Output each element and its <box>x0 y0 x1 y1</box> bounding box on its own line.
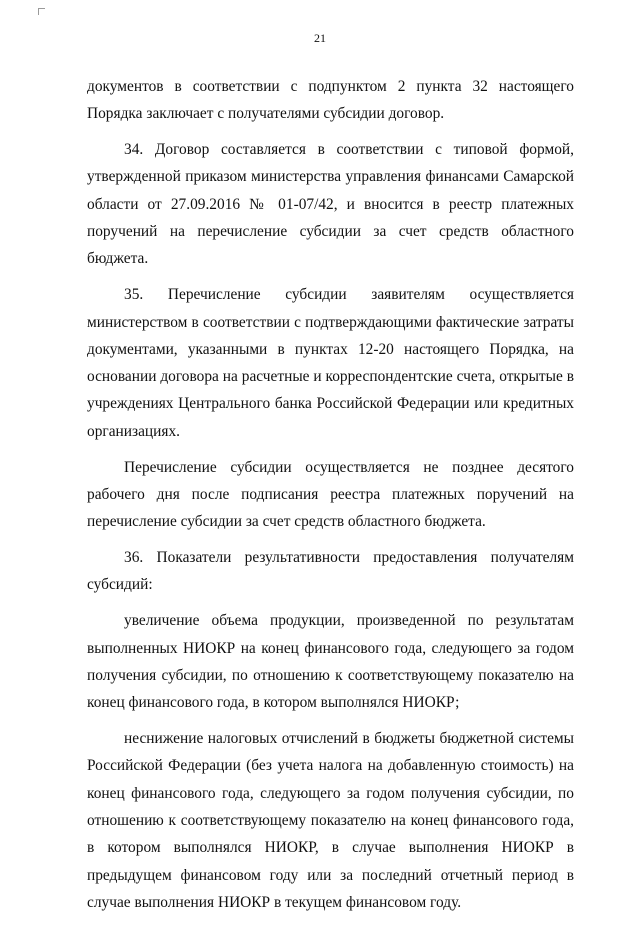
document-body <box>87 73 574 925</box>
text-line: платежных поручений на перечисление субсидии за счет средств <box>87 195 574 241</box>
text-line: основании договора на расчетные и корреспондентские счета, открытые в <box>87 368 574 386</box>
text-line: конец финансового года, в котором выполнялся НИОКР; <box>87 694 460 712</box>
text-line: выполненных НИОКР на конец финансового года, следующего за годом <box>87 639 574 657</box>
text-line: рабочего дня после подписания реестра платежных поручений на <box>87 485 574 503</box>
paragraph-35 <box>87 281 574 445</box>
text-line: Российской Федерации (без учета налога на добавленную стоимость) на <box>87 757 574 775</box>
text-line: заключает с получателями субсидии договор. <box>146 105 445 123</box>
text-line: документами, указанными в пунктах 12-20 настоящего Порядка, на <box>87 340 574 358</box>
text-line: министерством в соответствии с подтверждающими фактические затраты <box>87 313 574 331</box>
text-line: отношению к соответствующему показателю на конец финансового года, в <box>87 811 574 857</box>
text-line: увеличение объема продукции, произведенной по результатам <box>124 612 574 630</box>
text-line: перечисление субсидии за счет средств областного бюджета. <box>87 513 486 531</box>
text-line: утвержденной приказом министерства управления финансами <box>87 168 499 186</box>
text-line: субсидий: <box>87 576 153 594</box>
text-line: Самарской области от 27.09.2016 № 01-07/42, и вносится в реестр <box>87 168 574 213</box>
text-line: котором выполнялся НИОКР, в случае выполнения НИОКР в предыдущем <box>87 839 574 884</box>
paragraph-indicator-production <box>87 607 574 716</box>
text-line: организациях. <box>87 422 181 440</box>
paragraph-34 <box>87 136 574 272</box>
scan-corner-mark <box>38 8 45 15</box>
text-line: 34. Договор составляется в соответствии с типовой формой, <box>124 141 574 159</box>
paragraph-36 <box>87 544 574 599</box>
page-number: 21 <box>314 31 326 45</box>
text-line: 35. Перечисление субсидии заявителям осуществляется <box>124 286 574 304</box>
text-line: Перечисление субсидии осуществляется не позднее десятого <box>124 458 574 476</box>
text-line: областного бюджета. <box>87 223 574 268</box>
text-line: финансовом году или за последний отчетный период в случае выполнения <box>87 866 575 911</box>
text-line: конец финансового года, следующего за годом получения субсидии, по <box>87 784 574 802</box>
paragraph-transfer-deadline <box>87 454 574 536</box>
text-line: учреждениях Центрального банка Российской Федерации или кредитных <box>87 395 574 413</box>
paragraph-continuation <box>87 73 574 128</box>
text-line: 36. Показатели результативности предоставления получателям <box>124 549 574 567</box>
text-line: получения субсидии, по отношению к соответствующему показателю на <box>87 666 574 684</box>
text-line: НИОКР в текущем финансовом году. <box>217 893 462 911</box>
text-line: документов в соответствии с подпунктом 2 пункта 32 настоящего Порядка <box>87 78 574 123</box>
text-line: неснижение налоговых отчислений в бюджеты бюджетной системы <box>124 730 574 748</box>
paragraph-indicator-taxes <box>87 725 574 916</box>
